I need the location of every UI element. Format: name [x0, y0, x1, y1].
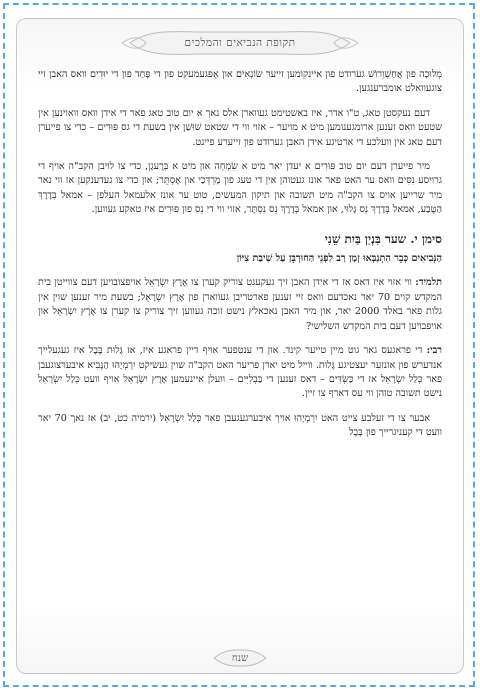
talmid-paragraph — [38, 276, 442, 334]
talmid-text: ווי אזוי איז דאס אז די אידן האבן זיך געקענט צוריק קערן צו אֶרֶץ יִשְׂרָאֵל אויפצובויען דעם צווייטן בית המקדש קוים 70 יאר נאכדעם וואס זיי זענען פארטריבן געווארן פון אֶרֶץ יִשְׂרָאֵל; בשעת מיר זענען שוין אין גלות פאר באלד 2000 יאר, און מיר האבן נאכאלץ נישט זוכה געווען זיך צוריק צו קערן צו אֶרֶץ יִשְׂרָאֵל און אויפבויען דעם בית המקדש השלישי? — [38, 277, 442, 332]
rebbe-paragraph — [38, 344, 442, 402]
section-subheading: הַנְּבִיאִים כְּבָר הִתְנַבְּאוּ זְמַן רַב לִפְנֵי הַחוּרְבָּן עַל שִׁיבַת צִיּוֹן — [236, 253, 442, 265]
paragraph-2: דעם נעקסטן טאג, ט"ו אדר, איז באשטימט געווארן אלס נאך א יום טוב טאג פאר די אידן וואס וואוינען אין שטעט וואס זענען ארומגענומען מיט א מויער – אזוי ווי די שטאט שׁוּשַׁן אין בשעת די גס פּוּרִים – כדי צו פייערן דעם טאג אין וועלכע די ארטיגע אידן האבן גערודט פון זייערע פיינט. — [38, 107, 442, 148]
paragraph-1: מְלוּכָה פון אֲחַשְׁוֵרוֹשׁ גערודט פון איינקומען זייער שׂוֹנְאִים און אָפּגעמעקט פון די פָּחַד פון די יוּדִים וואס האבן זיי צוגעוואלט אומברענגען. — [38, 69, 442, 95]
paragraph-3: מיר פייערן דעם יום טוב פּוּרִים א יעדן יאר מיט א שִׂמְחָה און מיט א בְּרֶעגָן, כדי צו לויבן הקב"ה אויף די גרויסע נִסִּים וואס ער האט פאר אונז געטוהן אין די טעג פון מָרְדְּכַי און אֶסְתֵּר; און כדי צו געדענקען אז ווי נאר מיר שרייען אויס צו הקב"ה מיט תשובה און תיקון המעשים, טוט ער אונז אלעמאל העלפן – אמאל בְּדֶרֶךְ הַטֶּבַע, אמאל בְּדֶרֶךְ נֵס גָּלוּי, און אמאל בְּדֶרֶךְ נֵס נִסְתָּר, אזוי ווי די נֵס פון פּוּרִים איז טאקע געווען. — [38, 161, 442, 216]
rebbe-label: רבי: — [426, 345, 442, 357]
rebbe-text: די פראגעס גאר גוט מיין טייער קינד. און די ענטפער אויף דיין פראגע איז, אז גָּלוּת בָּבֶל איז געגעלייך אנדערש פון אונזער יעצטיגע גָּלוּת. ווייל מיט יארן פריער האט הקב"ה שוין געשיקט יִרְמְיָהוּ הַנָּבִיא איבערצוגעבן פאר כְּלַל יִשְׂרָאֵל אז די כַּשְׂדִּים – דאס זענען די בַּבְלִיִּים – וועלן איינעמען אֶרֶץ יִשְׂרָאֵל אויף וועט כְּלַל יִשְׂרָאֵל נישט תשובה טוהן ווי עס דארף צו זיין. — [38, 345, 442, 400]
section-heading: סימן י. שער בִּנְיַן בַּיִת שֵׁנִי — [324, 231, 442, 246]
page-content — [38, 68, 442, 451]
header-title: תקופת הנביאים והמלכים — [184, 37, 296, 49]
final-paragraph: אבער צו די זעלבע צייט האט יִרְמְיָהוּ אויך איבערגעגעבן פאר כְּלַל יִשְׂרָאֵל (ירמיה כט, יב) אז נאך 70 יאר וועט די קעניגרייך פון בָּבֶל — [38, 412, 442, 439]
header-banner — [120, 26, 360, 60]
talmid-label: תלמיד: — [415, 277, 442, 289]
footer — [210, 648, 270, 668]
page-number: שנח — [231, 652, 249, 664]
